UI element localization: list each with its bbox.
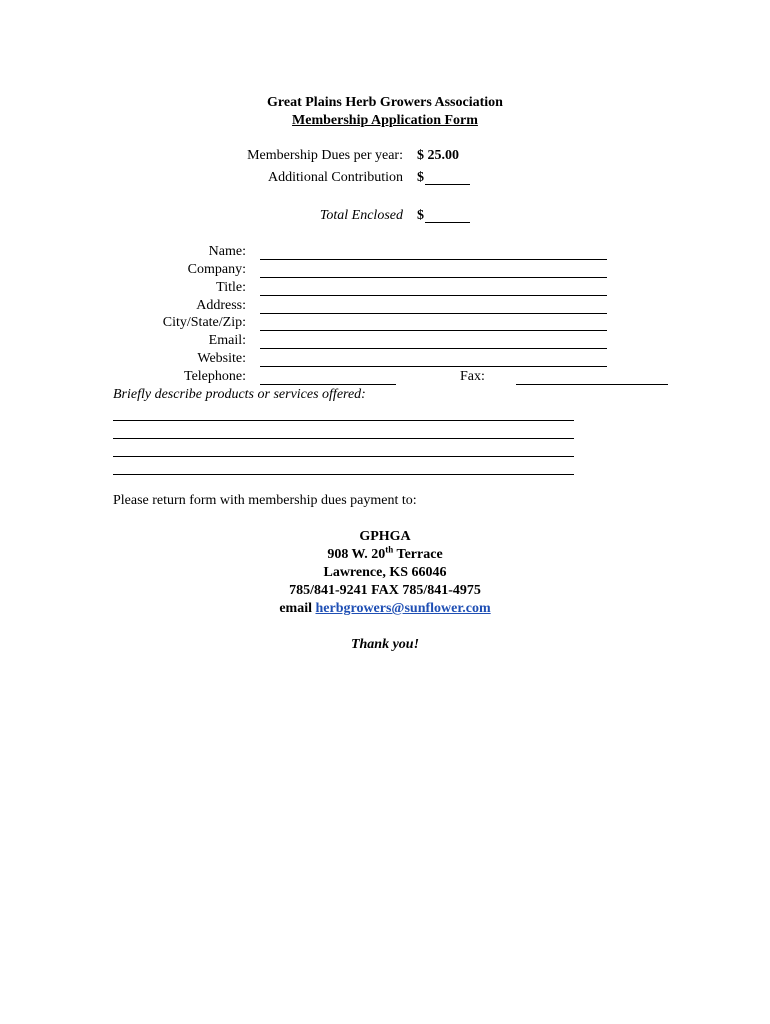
fax-label: Fax: <box>460 369 485 384</box>
total-amount-line[interactable] <box>425 222 470 223</box>
description-line[interactable] <box>113 474 574 475</box>
dues-value: $ 25.00 <box>417 148 459 163</box>
org-abbreviation: GPHGA <box>359 529 411 544</box>
description-line[interactable] <box>113 438 574 439</box>
company-field[interactable] <box>260 277 607 278</box>
dues-label: Membership Dues per year: <box>247 148 403 163</box>
title-label: Title: <box>216 280 246 295</box>
phone-fax-line: 785/841-9241 FAX 785/841-4975 <box>289 583 481 598</box>
fax-field[interactable] <box>516 384 668 385</box>
email-link[interactable]: herbgrowers@sunflower.com <box>315 601 491 616</box>
street-ordinal: th <box>385 544 394 555</box>
street-name: Terrace <box>393 547 443 562</box>
form-title-text: Membership Application Form <box>292 113 478 128</box>
address-label: Address: <box>196 298 246 313</box>
title-field[interactable] <box>260 295 607 296</box>
website-field[interactable] <box>260 366 607 367</box>
city-line: Lawrence, KS 66046 <box>323 565 447 580</box>
email-label: Email: <box>208 333 246 348</box>
total-dollar-sign: $ <box>417 208 424 223</box>
street-address <box>0 546 770 564</box>
organization-name: Great Plains Herb Growers Association <box>267 95 503 110</box>
contribution-amount-line[interactable] <box>425 184 470 185</box>
name-field[interactable] <box>260 259 607 260</box>
city-state-zip-field[interactable] <box>260 330 607 331</box>
contribution-dollar-sign: $ <box>417 170 424 185</box>
form-title <box>0 112 770 130</box>
company-label: Company: <box>187 262 246 277</box>
city-state-zip-label: City/State/Zip: <box>162 315 246 330</box>
address-field[interactable] <box>260 313 607 314</box>
describe-prompt: Briefly describe products or services offered: <box>113 387 366 402</box>
email-field[interactable] <box>260 348 607 349</box>
description-line[interactable] <box>113 456 574 457</box>
name-label: Name: <box>208 244 246 259</box>
telephone-label: Telephone: <box>184 369 246 384</box>
total-label: Total Enclosed <box>319 208 403 223</box>
telephone-field[interactable] <box>260 384 396 385</box>
email-line <box>0 600 770 618</box>
website-label: Website: <box>197 351 246 366</box>
street-number: 908 W. 20 <box>327 547 386 562</box>
contribution-label: Additional Contribution <box>268 170 403 185</box>
thank-you: Thank you! <box>350 637 420 652</box>
return-instructions: Please return form with membership dues payment to: <box>113 493 417 508</box>
email-line-label: email <box>279 601 316 616</box>
description-line[interactable] <box>113 420 574 421</box>
